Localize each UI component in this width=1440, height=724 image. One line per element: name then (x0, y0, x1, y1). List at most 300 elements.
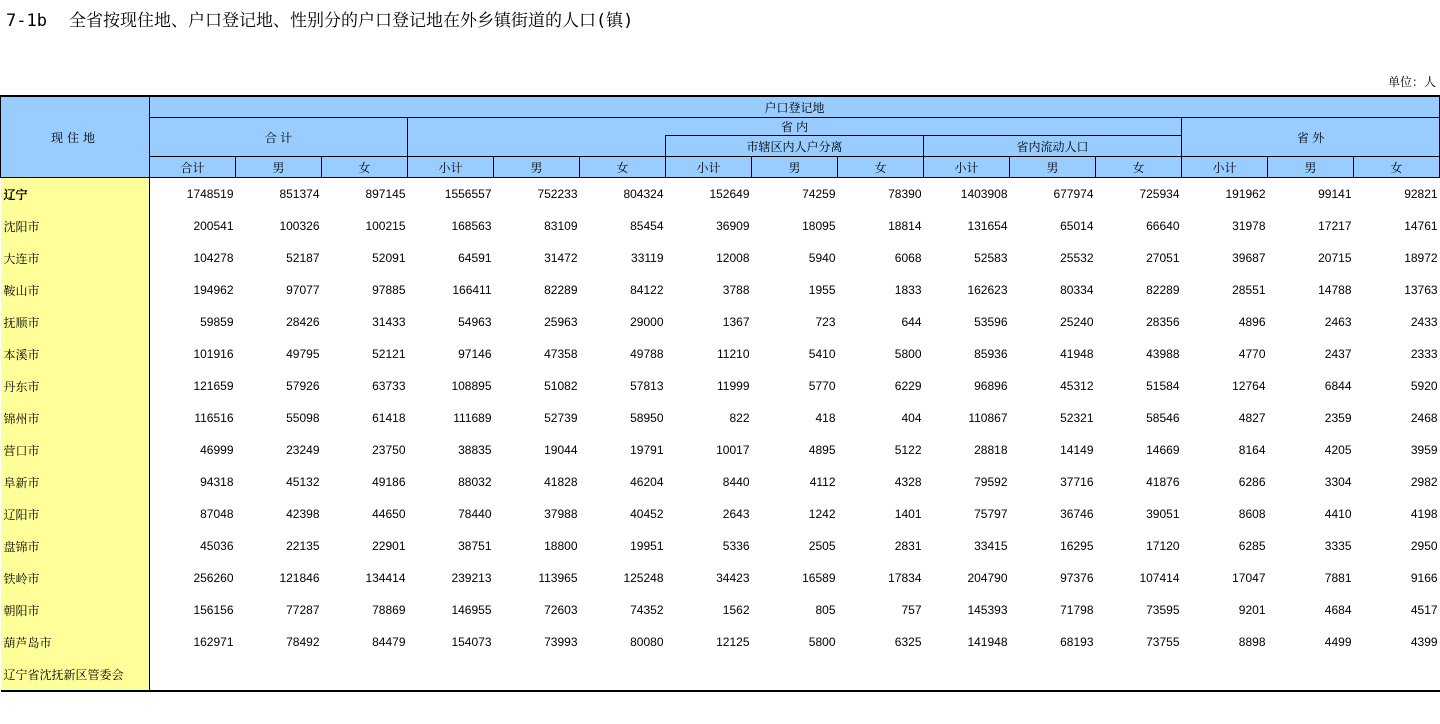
region-name: 辽宁省沈抚新区管委会 (1, 658, 150, 691)
value-cell: 19791 (630, 443, 664, 457)
value-cell: 116516 (194, 411, 234, 425)
value-cell (1096, 658, 1182, 691)
value-cell: 4328 (894, 475, 922, 489)
value-cell: 404 (901, 411, 922, 425)
value-cell: 52121 (372, 347, 406, 361)
value-cell: 53596 (974, 315, 1008, 329)
table-row (1, 370, 1440, 402)
value-cell: 97376 (1060, 571, 1094, 585)
value-cell: 6325 (894, 635, 922, 649)
out-province-header: 省 外 (1182, 118, 1440, 157)
value-cell: 97077 (286, 283, 320, 297)
value-cell: 107414 (1139, 571, 1180, 585)
value-cell: 66640 (1146, 219, 1180, 233)
value-cell: 44650 (372, 507, 406, 521)
value-cell: 33415 (974, 539, 1008, 553)
table-row (1, 498, 1440, 530)
value-cell: 162623 (967, 283, 1008, 297)
table-row (1, 434, 1440, 466)
region-name: 大连市 (1, 242, 150, 274)
region-name: 营口市 (1, 434, 150, 466)
value-cell: 121659 (193, 379, 234, 393)
value-cell: 59859 (200, 315, 234, 329)
sub-header-cell: 合计 (150, 157, 236, 178)
region-name: 抚顺市 (1, 306, 150, 338)
value-cell: 4895 (808, 443, 836, 457)
value-cell: 20715 (1318, 251, 1352, 265)
region-name: 本溪市 (1, 338, 150, 370)
sub-header-cell: 男 (1268, 157, 1354, 178)
value-cell: 6068 (894, 251, 922, 265)
value-cell: 52187 (286, 251, 320, 265)
value-cell: 6229 (894, 379, 922, 393)
value-cell (1268, 658, 1354, 691)
value-cell: 3304 (1324, 475, 1352, 489)
value-cell: 204790 (967, 571, 1008, 585)
value-cell: 39051 (1146, 507, 1180, 521)
value-cell: 1242 (808, 507, 836, 521)
sub-header-cell: 男 (494, 157, 580, 178)
value-cell: 52091 (372, 251, 406, 265)
sub-header-cell: 男 (236, 157, 322, 178)
value-cell: 5800 (808, 635, 836, 649)
value-cell: 752233 (537, 187, 578, 201)
value-cell: 45036 (200, 539, 234, 553)
in-province-subtotal-spacer (408, 136, 666, 157)
value-cell: 4684 (1324, 603, 1352, 617)
region-name: 葫芦岛市 (1, 626, 150, 658)
value-cell: 5410 (808, 347, 836, 361)
value-cell: 3788 (722, 283, 750, 297)
value-cell: 99141 (1318, 187, 1352, 201)
table-row (1, 562, 1440, 594)
sub-header-cell: 男 (1010, 157, 1096, 178)
value-cell: 65014 (1060, 219, 1094, 233)
value-cell: 10017 (716, 443, 750, 457)
value-cell: 5770 (808, 379, 836, 393)
value-cell (236, 658, 322, 691)
value-cell: 82289 (544, 283, 578, 297)
value-cell: 22135 (286, 539, 320, 553)
value-cell: 88032 (458, 475, 492, 489)
value-cell: 28551 (1232, 283, 1266, 297)
value-cell: 3335 (1324, 539, 1352, 553)
value-cell: 61418 (372, 411, 406, 425)
value-cell: 897145 (365, 187, 406, 201)
value-cell: 1401 (894, 507, 922, 521)
value-cell: 52583 (974, 251, 1008, 265)
value-cell: 41876 (1146, 475, 1180, 489)
value-cell: 11210 (717, 347, 750, 361)
value-cell: 121846 (279, 571, 320, 585)
value-cell: 256260 (193, 571, 234, 585)
value-cell: 78390 (888, 187, 922, 201)
sub-header-cell: 小计 (1182, 157, 1268, 178)
value-cell (1182, 658, 1268, 691)
value-cell: 75797 (974, 507, 1008, 521)
table-row (1, 402, 1440, 434)
value-cell (838, 658, 924, 691)
value-cell: 39687 (1232, 251, 1266, 265)
value-cell: 8608 (1238, 507, 1266, 521)
value-cell: 27051 (1146, 251, 1180, 265)
value-cell: 22901 (372, 539, 406, 553)
value-cell: 4410 (1324, 507, 1352, 521)
table-row (1, 306, 1440, 338)
value-cell: 68193 (1060, 635, 1094, 649)
value-cell: 34423 (716, 571, 750, 585)
table-row (1, 594, 1440, 626)
value-cell: 28426 (286, 315, 320, 329)
value-cell: 418 (815, 411, 836, 425)
region-name: 丹东市 (1, 370, 150, 402)
value-cell: 154073 (451, 635, 492, 649)
value-cell: 111689 (453, 411, 492, 425)
sub-header-cell: 男 (752, 157, 838, 178)
region-name: 铁岭市 (1, 562, 150, 594)
value-cell: 100215 (365, 219, 406, 233)
value-cell: 4499 (1324, 635, 1352, 649)
value-cell: 96896 (974, 379, 1008, 393)
value-cell: 5920 (1410, 379, 1438, 393)
value-cell (666, 658, 752, 691)
value-cell: 43988 (1146, 347, 1180, 361)
value-cell: 14669 (1146, 443, 1180, 457)
value-cell: 74259 (802, 187, 836, 201)
value-cell: 239213 (451, 571, 492, 585)
intra-province-flow-header: 省内流动人口 (924, 136, 1182, 157)
value-cell: 38751 (458, 539, 492, 553)
value-cell: 2433 (1410, 315, 1438, 329)
value-cell: 79592 (974, 475, 1008, 489)
value-cell (1354, 658, 1440, 691)
table-row (1, 274, 1440, 306)
value-cell: 1955 (808, 283, 836, 297)
value-cell: 1403908 (960, 187, 1008, 201)
value-cell (408, 658, 494, 691)
value-cell: 72603 (544, 603, 578, 617)
value-cell: 25240 (1060, 315, 1094, 329)
value-cell: 141948 (967, 635, 1008, 649)
value-cell: 146955 (451, 603, 492, 617)
value-cell: 677974 (1053, 187, 1094, 201)
value-cell: 2437 (1324, 347, 1352, 361)
value-cell: 9201 (1238, 603, 1266, 617)
value-cell: 94318 (200, 475, 234, 489)
value-cell: 64591 (458, 251, 492, 265)
value-cell: 77287 (286, 603, 320, 617)
value-cell (924, 658, 1010, 691)
value-cell: 1562 (722, 603, 750, 617)
value-cell: 8164 (1238, 443, 1266, 457)
value-cell: 52321 (1060, 411, 1094, 425)
value-cell: 31472 (544, 251, 578, 265)
value-cell: 851374 (279, 187, 320, 201)
table-row (1, 210, 1440, 242)
table-body (1, 178, 1440, 692)
value-cell: 2982 (1410, 475, 1438, 489)
value-cell: 11999 (717, 379, 750, 393)
value-cell: 8440 (722, 475, 750, 489)
page-title (6, 6, 633, 31)
value-cell: 41948 (1060, 347, 1094, 361)
value-cell: 58950 (630, 411, 664, 425)
value-cell: 19044 (544, 443, 578, 457)
value-cell: 97885 (372, 283, 406, 297)
value-cell: 1833 (894, 283, 922, 297)
value-cell: 162971 (193, 635, 234, 649)
value-cell (494, 658, 580, 691)
region-name: 朝阳市 (1, 594, 150, 626)
value-cell: 25963 (544, 315, 578, 329)
value-cell: 110867 (968, 411, 1008, 425)
value-cell (752, 658, 838, 691)
value-cell: 36909 (716, 219, 750, 233)
value-cell: 2463 (1324, 315, 1352, 329)
value-cell: 84479 (372, 635, 406, 649)
population-table (0, 95, 1440, 692)
sub-header-cell: 小计 (666, 157, 752, 178)
value-cell: 134414 (365, 571, 406, 585)
sub-header-row (1, 157, 1440, 178)
sub-header-cell: 小计 (408, 157, 494, 178)
value-cell: 152649 (709, 187, 750, 201)
table-row (1, 178, 1440, 211)
value-cell: 131654 (967, 219, 1008, 233)
sub-header-cell: 女 (322, 157, 408, 178)
value-cell: 4205 (1324, 443, 1352, 457)
value-cell: 16589 (802, 571, 836, 585)
value-cell: 18095 (802, 219, 836, 233)
region-name: 辽宁 (1, 178, 150, 211)
value-cell: 97146 (458, 347, 492, 361)
region-name: 鞍山市 (1, 274, 150, 306)
value-cell: 145393 (967, 603, 1008, 617)
table-row (1, 530, 1440, 562)
value-cell: 46204 (630, 475, 664, 489)
value-cell: 4198 (1410, 507, 1438, 521)
value-cell: 4112 (809, 475, 836, 489)
value-cell: 104278 (193, 251, 234, 265)
total-group-header: 合 计 (150, 118, 408, 157)
sub-header-cell: 女 (580, 157, 666, 178)
value-cell (322, 658, 408, 691)
value-cell: 1367 (722, 315, 750, 329)
value-cell: 84122 (630, 283, 664, 297)
value-cell: 92821 (1404, 187, 1438, 201)
value-cell: 80080 (630, 635, 664, 649)
value-cell: 12008 (716, 251, 750, 265)
value-cell: 200541 (193, 219, 234, 233)
table-row (1, 242, 1440, 274)
value-cell: 74352 (630, 603, 664, 617)
value-cell: 55098 (286, 411, 320, 425)
value-cell: 6285 (1238, 539, 1266, 553)
value-cell: 87048 (200, 507, 234, 521)
value-cell: 14788 (1318, 283, 1352, 297)
value-cell: 4896 (1238, 315, 1266, 329)
value-cell: 4827 (1238, 411, 1266, 425)
table-row (1, 626, 1440, 658)
value-cell: 51584 (1146, 379, 1180, 393)
value-cell: 644 (901, 315, 922, 329)
value-cell: 46999 (200, 443, 234, 457)
table-row (1, 338, 1440, 370)
value-cell (580, 658, 666, 691)
value-cell: 73755 (1146, 635, 1180, 649)
value-cell: 29000 (630, 315, 664, 329)
value-cell: 51082 (544, 379, 578, 393)
value-cell: 73595 (1146, 603, 1180, 617)
value-cell: 194962 (193, 283, 234, 297)
value-cell: 725934 (1139, 187, 1180, 201)
value-cell: 1748519 (186, 187, 234, 201)
value-cell: 723 (815, 315, 836, 329)
sub-header-cell: 小计 (924, 157, 1010, 178)
value-cell: 37988 (544, 507, 578, 521)
value-cell: 41828 (544, 475, 578, 489)
value-cell: 28818 (974, 443, 1008, 457)
value-cell: 17047 (1232, 571, 1266, 585)
value-cell: 113965 (538, 571, 578, 585)
value-cell: 23750 (372, 443, 406, 457)
value-cell: 822 (729, 411, 750, 425)
table-row (1, 658, 1440, 691)
value-cell: 804324 (623, 187, 664, 201)
value-cell: 78869 (372, 603, 406, 617)
value-cell: 757 (901, 603, 922, 617)
value-cell: 85454 (630, 219, 664, 233)
region-name: 锦州市 (1, 402, 150, 434)
value-cell: 17217 (1318, 219, 1352, 233)
value-cell: 13763 (1404, 283, 1438, 297)
value-cell: 71798 (1060, 603, 1094, 617)
value-cell: 19951 (630, 539, 664, 553)
value-cell: 12764 (1232, 379, 1266, 393)
value-cell: 31433 (372, 315, 406, 329)
region-name: 阜新市 (1, 466, 150, 498)
value-cell: 4517 (1410, 603, 1438, 617)
value-cell: 168563 (451, 219, 492, 233)
value-cell: 12125 (716, 635, 750, 649)
value-cell: 25532 (1060, 251, 1094, 265)
value-cell: 23249 (286, 443, 320, 457)
value-cell: 4770 (1238, 347, 1266, 361)
value-cell: 33119 (631, 251, 664, 265)
value-cell: 1556557 (444, 187, 492, 201)
value-cell: 166411 (452, 283, 492, 297)
value-cell: 78440 (458, 507, 492, 521)
value-cell: 5122 (894, 443, 922, 457)
value-cell: 18800 (544, 539, 578, 553)
value-cell: 83109 (544, 219, 578, 233)
table-code: 7-1b (6, 11, 47, 31)
value-cell: 58546 (1146, 411, 1180, 425)
sub-header-cell: 女 (1354, 157, 1440, 178)
value-cell: 5800 (894, 347, 922, 361)
value-cell: 18972 (1404, 251, 1438, 265)
value-cell: 57926 (286, 379, 320, 393)
value-cell: 108895 (451, 379, 492, 393)
value-cell: 2468 (1410, 411, 1438, 425)
sub-header-cell: 女 (1096, 157, 1182, 178)
value-cell (150, 658, 236, 691)
region-name: 沈阳市 (1, 210, 150, 242)
sub-header-cell: 女 (838, 157, 924, 178)
value-cell: 49795 (286, 347, 320, 361)
value-cell: 3959 (1410, 443, 1438, 457)
value-cell: 191962 (1225, 187, 1266, 201)
value-cell: 80334 (1060, 283, 1094, 297)
in-province-header: 省 内 (408, 118, 1182, 136)
value-cell: 82289 (1146, 283, 1180, 297)
unit-label: 单位：人 (1387, 75, 1436, 89)
value-cell: 45312 (1060, 379, 1094, 393)
value-cell: 45132 (286, 475, 320, 489)
value-cell: 4399 (1410, 635, 1438, 649)
value-cell: 28356 (1146, 315, 1180, 329)
value-cell (1010, 658, 1096, 691)
value-cell: 36746 (1060, 507, 1094, 521)
value-cell: 78492 (286, 635, 320, 649)
value-cell: 2643 (722, 507, 750, 521)
registration-header: 户口登记地 (150, 96, 1440, 118)
value-cell: 2359 (1324, 411, 1352, 425)
value-cell: 42398 (286, 507, 320, 521)
residence-header: 现住地 (1, 96, 150, 178)
value-cell: 85936 (974, 347, 1008, 361)
city-separation-header: 市辖区内人户分离 (666, 136, 924, 157)
value-cell: 14149 (1060, 443, 1094, 457)
value-cell: 52739 (544, 411, 578, 425)
value-cell: 6286 (1238, 475, 1266, 489)
value-cell: 63733 (372, 379, 406, 393)
value-cell: 2831 (894, 539, 922, 553)
value-cell: 5940 (808, 251, 836, 265)
table-title: 全省按现住地、户口登记地、性别分的户口登记地在外乡镇街道的人口(镇) (68, 11, 634, 31)
value-cell: 54963 (458, 315, 492, 329)
value-cell: 40452 (630, 507, 664, 521)
value-cell: 31978 (1232, 219, 1266, 233)
value-cell: 37716 (1060, 475, 1094, 489)
value-cell: 49788 (630, 347, 664, 361)
value-cell: 57813 (630, 379, 664, 393)
value-cell: 49186 (372, 475, 406, 489)
value-cell: 101916 (193, 347, 234, 361)
value-cell: 805 (815, 603, 836, 617)
value-cell: 100326 (279, 219, 320, 233)
value-cell: 18814 (888, 219, 922, 233)
value-cell: 8898 (1238, 635, 1266, 649)
value-cell: 38835 (458, 443, 492, 457)
value-cell: 9166 (1410, 571, 1438, 585)
value-cell: 5336 (722, 539, 750, 553)
value-cell: 2333 (1410, 347, 1438, 361)
value-cell: 2950 (1410, 539, 1438, 553)
value-cell: 47358 (544, 347, 578, 361)
value-cell: 14761 (1404, 219, 1438, 233)
value-cell: 125248 (623, 571, 664, 585)
value-cell: 7881 (1324, 571, 1352, 585)
value-cell: 2505 (808, 539, 836, 553)
region-name: 辽阳市 (1, 498, 150, 530)
value-cell: 156156 (193, 603, 234, 617)
value-cell: 6844 (1324, 379, 1352, 393)
region-name: 盘锦市 (1, 530, 150, 562)
value-cell: 17834 (888, 571, 922, 585)
table-row (1, 466, 1440, 498)
value-cell: 73993 (544, 635, 578, 649)
